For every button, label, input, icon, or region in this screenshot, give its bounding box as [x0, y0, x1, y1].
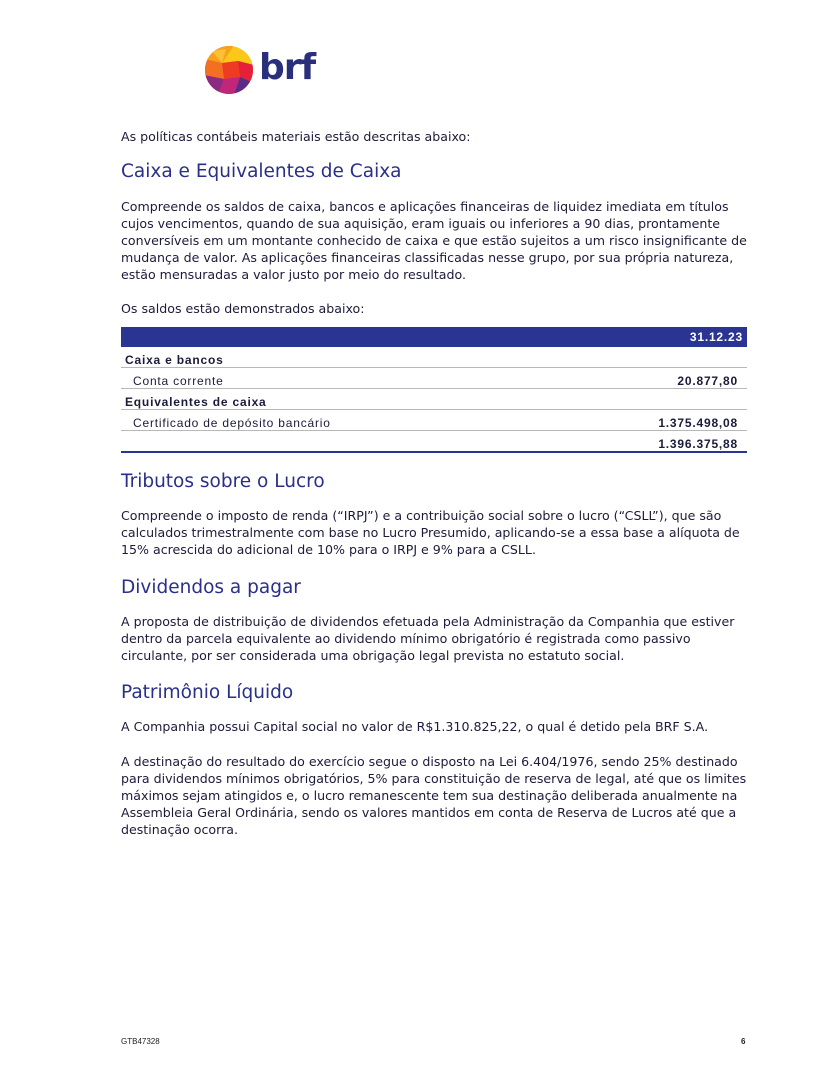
brf-logo-ball-icon — [204, 45, 254, 95]
group-label-caixa-bancos: Caixa e bancos — [121, 347, 747, 368]
footer-document-code: GTB47328 — [121, 1037, 160, 1046]
patrimonio-paragraph-2: A destinação do resultado do exercício segue o disposto na Lei 6.404/1976, sendo 25% destinado para dividendos mínimos obrigatórios, 5% para constituição de reserva de legal, até que os limites máximos sejam atingidos e, o lucro remanescente tem sua destinação deliberada anualmente na Assembleia Geral Ordinária, sendo os valores mantidos em conta de Reserva de Lucros até que a destinação ocorra. — [121, 754, 747, 837]
brf-logo-text: brf — [259, 47, 316, 88]
dividendos-paragraph: A proposta de distribuição de dividendos efetuada pela Administração da Companhia que estiver dentro da parcela equivalente ao dividendo mínimo obrigatório é registrada como passivo circulante, por ser considerada uma obrigação legal prevista no estatuto social. — [121, 614, 735, 663]
intro-text: As políticas contábeis materiais estão descritas abaixo: — [121, 129, 471, 144]
caixa-paragraph-1: Compreende os saldos de caixa, bancos e aplicações financeiras de liquidez imediata em títulos cujos vencimentos, quando de sua aquisição, eram iguais ou inferiores a 90 dias, prontamente conversíveis em um montante conhecido de caixa e que estão sujeitos a um risco insignificante de mudança de valor. As aplicações financeiras classificadas nesse grupo, por sua própria natureza, estão mensuradas a valor justo por meio do resultado. — [121, 199, 747, 282]
brf-logo — [204, 45, 314, 97]
table-row — [121, 368, 747, 389]
table-header-date: 31.12.23 — [121, 327, 747, 347]
row-value-conta-corrente: 20.877,80 — [558, 368, 747, 389]
section-dividendos — [121, 576, 751, 664]
table-group-row — [121, 347, 747, 368]
row-label-conta-corrente: Conta corrente — [121, 368, 558, 389]
table-row — [121, 410, 747, 431]
document-body — [121, 128, 751, 838]
section-title-tributos: Tributos sobre o Lucro — [121, 471, 325, 492]
balance-table — [121, 327, 747, 453]
table-total-row — [121, 431, 747, 453]
section-title-patrimonio: Patrimônio Líquido — [121, 682, 294, 703]
section-tributos — [121, 470, 751, 558]
group-label-equivalentes: Equivalentes de caixa — [121, 389, 747, 410]
row-label-cdb: Certificado de depósito bancário — [121, 410, 558, 431]
row-value-cdb: 1.375.498,08 — [558, 410, 747, 431]
section-patrimonio — [121, 681, 751, 838]
section-title-dividendos: Dividendos a pagar — [121, 577, 301, 598]
total-value: 1.396.375,88 — [558, 431, 747, 453]
section-title-caixa: Caixa e Equivalentes de Caixa — [121, 161, 402, 182]
table-header-row — [121, 327, 747, 347]
table-group-row — [121, 389, 747, 410]
footer-page-number: 6 — [741, 1037, 746, 1046]
patrimonio-paragraph-1: A Companhia possui Capital social no valor de R$1.310.825,22, o qual é detido pela BRF S.A. — [121, 719, 709, 734]
total-label-cell — [121, 431, 558, 453]
tributos-paragraph: Compreende o imposto de renda (“IRPJ”) e a contribuição social sobre o lucro (“CSLL”), que são calculados trimestralmente com base no Lucro Presumido, aplicando-se a essa base a alíquota de 15% acrescida do adicional de 10% para o IRPJ e 9% para a CSLL. — [121, 508, 740, 557]
caixa-paragraph-2: Os saldos estão demonstrados abaixo: — [121, 301, 365, 316]
section-caixa — [121, 160, 751, 453]
